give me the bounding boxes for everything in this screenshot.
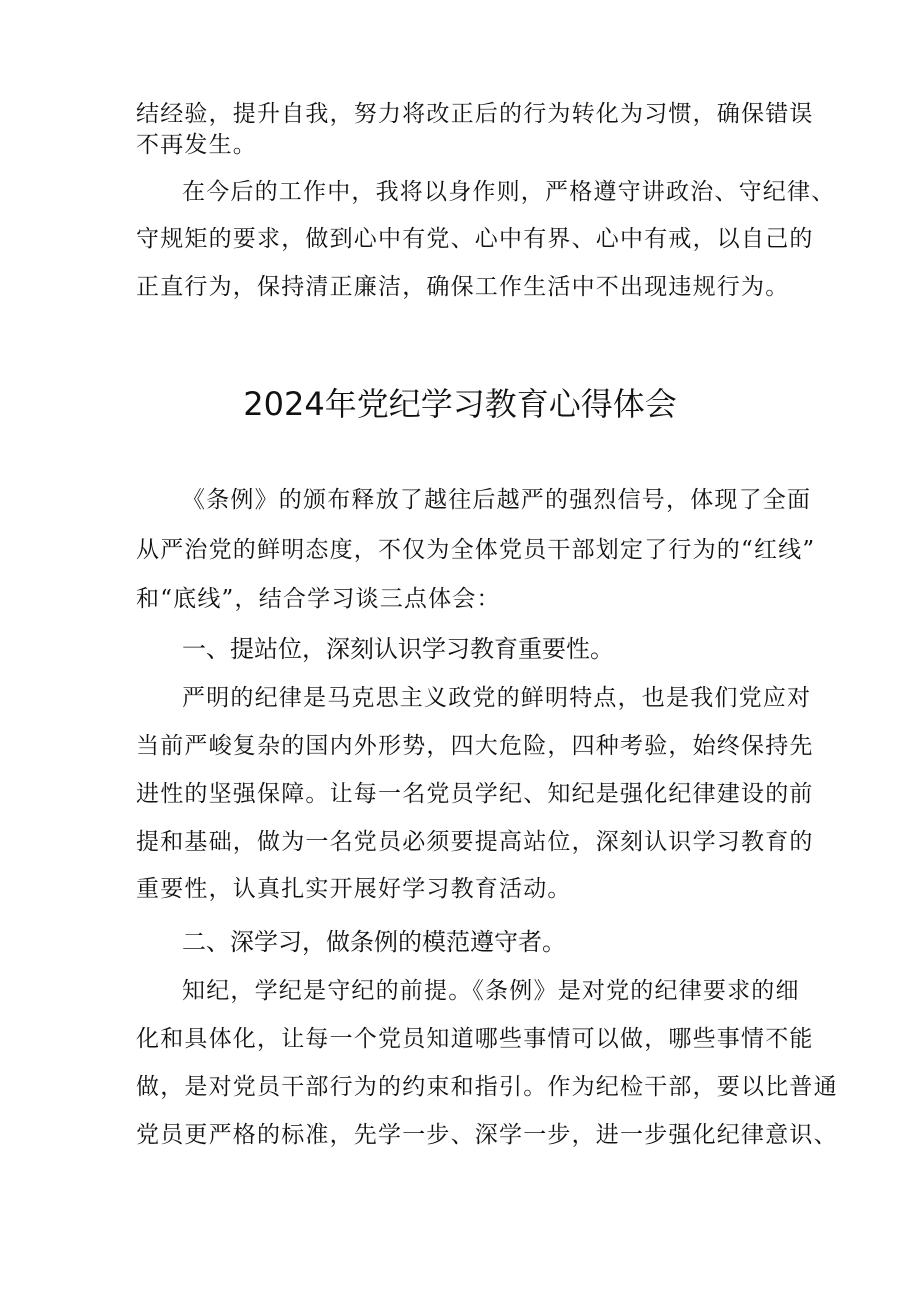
lead-line-3: 和“底线”，结合学习谈三点体会： [136,586,501,612]
section1-line-2: 当前严峻复杂的国内外形势，四大危险，四种考验，始终保持先 [136,733,814,759]
section1-line-4: 提和基础，做为一名党员必须要提高站位，深刻认识学习教育的 [136,829,814,855]
section2-line-2: 化和具体化，让每一个党员知道哪些事情可以做，哪些事情不能 [136,1026,814,1052]
section1-heading: 一、提站位，深刻认识学习教育重要性。 [182,635,614,663]
intro-line-5: 正直行为，保持清正廉洁，确保工作生活中不出现违规行为。 [136,274,790,300]
section1-line-1: 严明的纪律是马克思主义政党的鲜明特点，也是我们党应对 [182,685,812,711]
section2-line-4: 党员更严格的标准，先学一步、深学一步，进一步强化纪律意识、 [136,1122,838,1148]
document-title: 2024年党纪学习教育心得体会 [243,385,677,423]
lead-line-2: 从严治党的鲜明态度，不仅为全体党员干部划定了行为的“红线” [136,537,816,563]
intro-line-4: 守规矩的要求，做到心中有党、心中有界、心中有戒，以自己的 [136,226,814,252]
intro-line-3: 在今后的工作中，我将以身作则，严格遵守讲政治、守纪律、 [182,179,836,205]
section2-line-1: 知纪，学纪是守纪的前提。《条例》是对党的纪律要求的细 [182,978,800,1004]
intro-line-1: 结经验，提升自我，努力将改正后的行为转化为习惯，确保错误 [136,101,814,127]
section2-heading: 二、深学习，做条例的模范遵守者。 [182,928,566,956]
section1-line-3: 进性的坚强保障。让每一名党员学纪、知纪是强化纪律建设的前 [136,781,814,807]
intro-line-2: 不再发生。 [136,132,257,158]
lead-line-1: 《条例》的颁布释放了越往后越严的强烈信号，体现了全面 [182,487,812,513]
section2-line-3: 做，是对党员干部行为的约束和指引。作为纪检干部，要以比普通 [136,1074,838,1100]
section1-line-5: 重要性，认真扎实开展好学习教育活动。 [136,876,572,902]
